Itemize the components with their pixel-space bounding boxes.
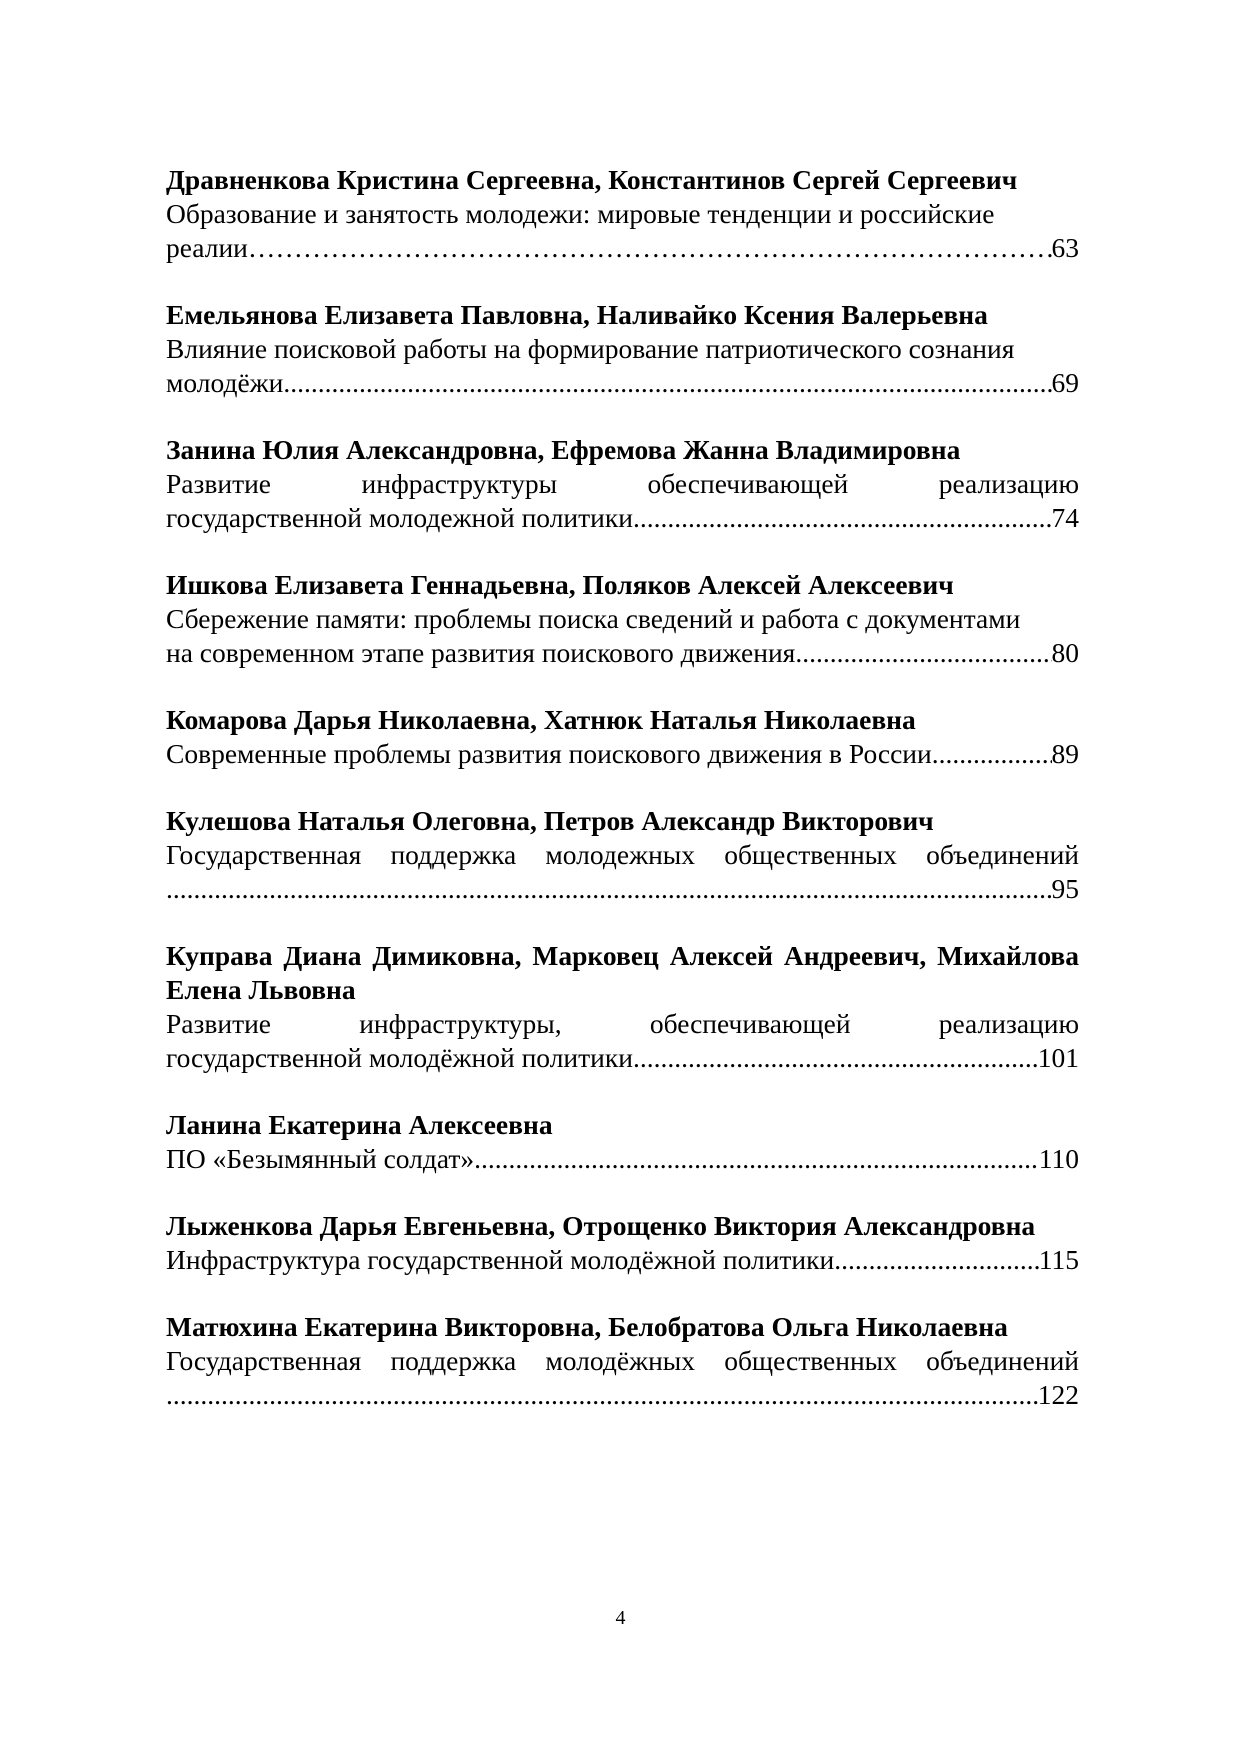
entry-page-number: 63 <box>1051 232 1079 263</box>
toc-entry <box>166 1209 1079 1277</box>
entry-page-number: 69 <box>1051 367 1079 398</box>
dot-leader <box>283 366 1051 400</box>
entry-title-line: Образование и занятость молодежи: мировые тенденции и российские <box>166 198 995 229</box>
entry-authors: Ланина Екатерина Алексеевна <box>166 1109 553 1140</box>
entry-title-line: Государственная поддержка молодежных общественных объединений <box>166 839 1079 870</box>
toc-entry <box>166 568 1079 670</box>
dot-leader <box>633 1041 1038 1075</box>
dot-leader <box>166 872 1052 906</box>
entry-title-last-line: государственной молодёжной политики <box>166 1042 633 1073</box>
entry-title-last-line: государственной молодежной политики <box>166 502 633 533</box>
dot-leader <box>795 636 1051 670</box>
entry-page-number: 74 <box>1051 502 1079 533</box>
dot-leader <box>474 1142 1039 1176</box>
toc-entry <box>166 939 1079 1075</box>
entry-authors: Кулешова Наталья Олеговна, Петров Александр Викторович <box>166 805 934 836</box>
entry-leader-line <box>166 737 1079 771</box>
dot-leader <box>633 501 1052 535</box>
entry-title-line: Сбережение памяти: проблемы поиска сведений и работа с документами <box>166 603 1021 634</box>
entry-page-number: 122 <box>1037 1379 1079 1410</box>
entry-title-line: Государственная поддержка молодёжных общественных объединений <box>166 1345 1079 1376</box>
dot-leader <box>932 737 1052 771</box>
page-number: 4 <box>615 1607 626 1629</box>
entry-page-number: 95 <box>1051 873 1079 904</box>
entry-title-line: Развитие инфраструктуры обеспечивающей реализацию <box>166 468 1079 499</box>
entry-title-last-line: на современном этапе развития поискового движения <box>166 637 796 668</box>
entry-page-number: 110 <box>1038 1143 1079 1174</box>
entry-authors: Матюхина Екатерина Викторовна, Белобратова Ольга Николаевна <box>166 1311 1008 1342</box>
entry-leader-line <box>166 231 1079 265</box>
toc-entry <box>166 1108 1079 1176</box>
entry-authors: Ишкова Елизавета Геннадьевна, Поляков Алексей Алексеевич <box>166 569 954 600</box>
entry-title-line: Развитие инфраструктуры, обеспечивающей реализацию <box>166 1008 1079 1039</box>
entry-page-number: 89 <box>1051 738 1079 769</box>
entry-leader-line <box>166 366 1079 400</box>
table-of-contents <box>166 163 1079 1445</box>
entry-title-last-line: Инфраструктура государственной молодёжной политики <box>166 1244 835 1275</box>
toc-entry <box>166 1310 1079 1412</box>
entry-page-number: 101 <box>1037 1042 1079 1073</box>
entry-leader-line <box>166 1378 1079 1412</box>
entry-authors: Емельянова Елизавета Павловна, Наливайко Ксения Валерьевна <box>166 299 988 330</box>
toc-entry <box>166 804 1079 906</box>
entry-leader-line <box>166 872 1079 906</box>
entry-authors: Лыженкова Дарья Евгеньевна, Отрощенко Виктория Александровна <box>166 1210 1036 1241</box>
entry-title-last-line: молодёжи <box>166 367 284 398</box>
entry-authors: Куправа Диана Димиковна, Марковец Алексей Андреевич, Михайлова Елена Львовна <box>166 940 1079 1005</box>
entry-page-number: 115 <box>1038 1244 1079 1275</box>
toc-entry <box>166 433 1079 535</box>
toc-entry <box>166 163 1079 265</box>
entry-title-last-line: ПО «Безымянный солдат» <box>166 1143 475 1174</box>
entry-title-last-line: Современные проблемы развития поискового движения в России <box>166 738 932 769</box>
dot-leader <box>166 1378 1038 1412</box>
toc-entry <box>166 703 1079 771</box>
entry-title-last-line: реалии <box>166 232 248 263</box>
entry-title-line: Влияние поисковой работы на формирование патриотического сознания <box>166 333 1015 364</box>
entry-authors: Занина Юлия Александровна, Ефремова Жанна Владимировна <box>166 434 961 465</box>
toc-entry <box>166 298 1079 400</box>
entry-authors: Комарова Дарья Николаевна, Хатнюк Наталья Николаевна <box>166 704 916 735</box>
entry-page-number: 80 <box>1051 637 1079 668</box>
entry-leader-line <box>166 501 1079 535</box>
entry-authors: Дравненкова Кристина Сергеевна, Константинов Сергей Сергеевич <box>166 164 1018 195</box>
dot-leader <box>834 1243 1039 1277</box>
entry-leader-line <box>166 1142 1079 1176</box>
entry-leader-line <box>166 1041 1079 1075</box>
dot-leader <box>248 231 1052 265</box>
entry-leader-line <box>166 1243 1079 1277</box>
entry-leader-line <box>166 636 1079 670</box>
